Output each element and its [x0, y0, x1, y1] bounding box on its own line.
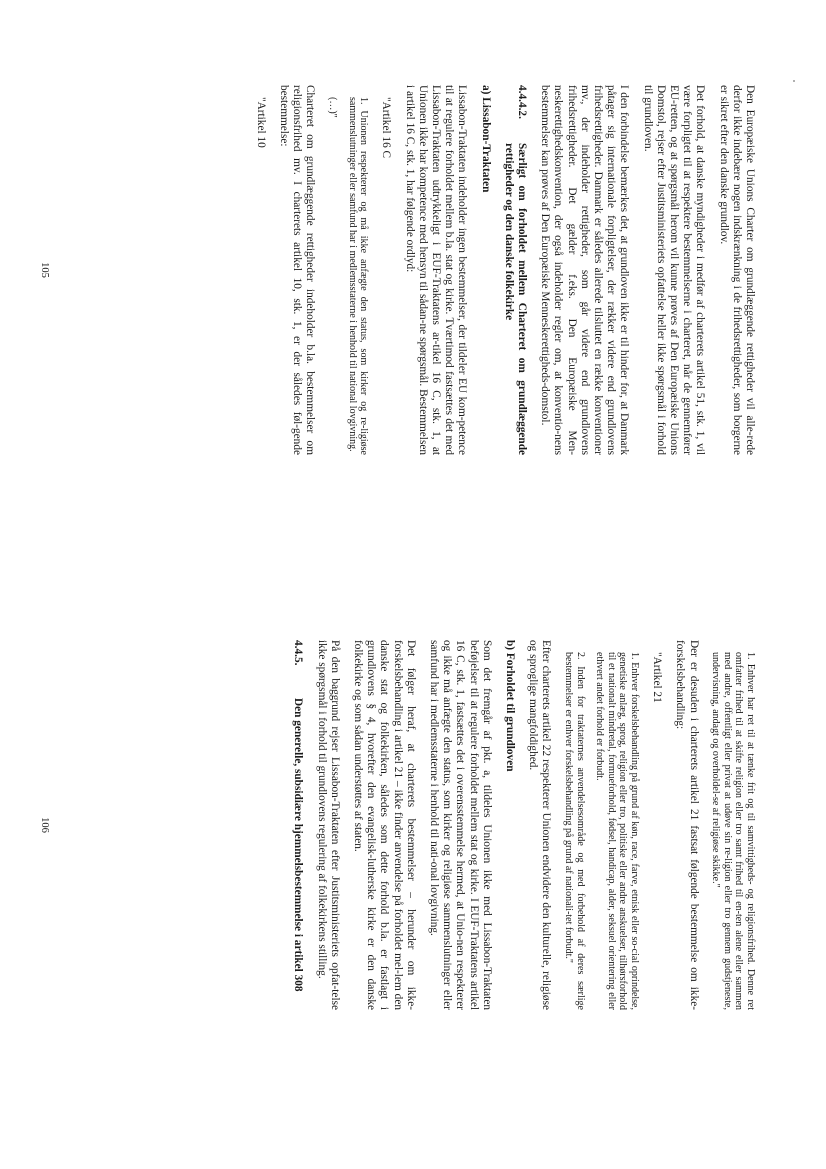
paragraph: Som det fremgår af pkt. a, tildeles Unionen ikke med Lissabon-Traktaten beføjelser til at regulere forholdet mellem stat og kirke. I EUF-Traktatens artikel 16 C, stk. 1, fastsættes det i overensstemmelse hermed, at Unio-nen respekterer og ikke må anfægte den status, som kirker og religiøse sammenslutninger eller samfund har i medlemsstaterne i henhold til nati-onal lovgivning.: [428, 640, 493, 1010]
right-page: [39, 640, 756, 1010]
page-number: 106: [39, 817, 51, 833]
paragraph: Det følger heraf, at charterets bestemmelser – herunder om ikke-forskelsbehandling i artikel 21 – ikke finder anvendelse på forholdet mel-lem den danske stat og folkekirken, således som dette forhold b.la. er fastlagt i grundlovens § 4, hvorefter den evangelisk-lutherske kirke er den danske folkekirke og som sådan understøttes af staten.: [352, 640, 417, 1010]
quote-text: 1. Unionen respekterer og må ikke anfægte den status, som kirker og re-ligiøse sammenslutninger eller samfund har i medlemsstaterne i henhold til national lovgivning.: [346, 97, 370, 455]
article-title: "Artikel 16 C: [380, 97, 393, 159]
quoted-provision: [562, 652, 640, 1010]
section-heading: [291, 640, 304, 1010]
page-number: 105: [39, 262, 51, 278]
quoted-provision: [326, 97, 369, 455]
article-title: "Artikel 10: [254, 97, 267, 148]
subheading: a) Lissabon-Traktaten: [479, 85, 492, 193]
quote-text: 1. Enhver har ret til at tænke frit og til samvittigheds- og religionsfrihed. Denne ret omfatter frihed til at skifte religion eller tro samt frihed til en-ten alene eller sammen med andre, offentligt eller privat at udøve sin re-ligion eller tro gennem gudstjeneste, undervisning, andagt og overholdel-se af religiøse skikke.": [710, 652, 756, 1010]
paragraph: Lissabon-Traktaten indeholder ingen bestemmelser, der tildeler EU kom-petence til at regulere forholdet mellem b.la. stat og kirke. Tværtimod fastsættes det med Lissabon-Traktaten udtrykkeligt i EUF-Traktatens ar-tikel 16 C, stk. 1, at Unionen ikke har kompetence med hensyn til sådan-ne spørgsmål. Bestemmelsen i artikel 16 C, stk. 1, har følgende ordlyd:: [403, 85, 469, 455]
paragraph: I den forbindelse bemærkes det, at grundloven ikke er til hinder for, at Danmark påtager sig internationale forpligtelser, der rækker videre end grundlovens frihedsrettigheder. Danmark er således allerede tilsluttet en række konventioner mv., der indeholder rettigheder, som går videre end grundlovens frihedsrettigheder. Det gælder f.eks. Den Europæiske Men-neskerettighedskonvention, der også indeholder regler om, at konventio-nens bestemmelser kan prøves af Den Europæiske Menneskerettigheds-domstol.: [539, 85, 631, 455]
section-title: Den generelle, subsidiære hjemmelsbestemmelse i artikel 308: [292, 698, 305, 992]
section-number: 4.4.5.: [292, 640, 305, 666]
quote-text: 2. Inden for traktaternes anvendelsesområde og med forbehold af deres særlige bestemmelser er enhver forskelsbehandling på grund af nationali-tet forbudt.": [563, 652, 586, 1010]
paragraph: Charteret om grundlæggende rettigheder indeholder b.la. bestemmelser om religionsfrihed mv. I charterets artikel 10, stk. 1, er der således føl-gende bestemmelse:: [277, 85, 317, 455]
quote-ellipsis: (…)": [326, 97, 338, 118]
section-title: Særligt om forholdet mellem Charteret om grundlæggende rettigheder og den danske folkekirke: [502, 143, 528, 455]
paragraph: Den Europæiske Unions Charter om grundlæggende rettigheder vil alle-rede derfor ikke indebære nogen indskrænkning i de frihedsrettigheder, som borgerne er sikret efter den danske grundlov.: [717, 85, 756, 455]
paragraph: På den baggrund rejser Lissabon-Traktaten efter Justitsministeriets opfat-telse ikke spørgsmål i forhold til grundlovens regulering af folkekirkens stilling.: [315, 640, 341, 1010]
paragraph: Efter charterets artikel 22 respekterer Unionen endvidere den kulturelle, religiøse og sproglige mangfoldighed.: [527, 640, 553, 1010]
quote-text: 1. Enhver forskelsbehandling på grund af køn, race, farve, etnisk eller so-cial oprindelse, genetiske anlæg, sprog, religion eller tro, politiske eller andre anskuelser, tilhørsforhold til et nationalt mindretal, formueforhold, fødsel, handicap, alder, seksuel orientering eller ethvert andet forhold er forbudt.: [594, 652, 641, 1010]
paragraph: Det forhold, at danske myndigheder i medfør af charterets artikel 51, stk. 1, vil være forpligtet til at respektere bestemmelserne i charteret, når de gennemfører EU-retten, og at spørgsmål herom vil kunne prøves af Den Europæiske Unions Domstol, rejser efter Justitsministeriets opfattelse heller ikke spørgsmål i forhold til grundloven.: [641, 85, 707, 455]
subheading: b) Forholdet til grundloven: [504, 640, 517, 772]
paragraph: Der er desuden i charterets artikel 21 fastsat følgende bestemmelse om ikke-forskelsbehandling:: [674, 640, 700, 1010]
left-page: [39, 85, 756, 455]
scan-speck: [793, 80, 795, 82]
section-number: 4.4.4.2.: [515, 85, 528, 119]
article-title: "Artikel 21: [651, 652, 664, 703]
quoted-provision: [710, 652, 756, 1010]
section-heading: [502, 85, 528, 455]
